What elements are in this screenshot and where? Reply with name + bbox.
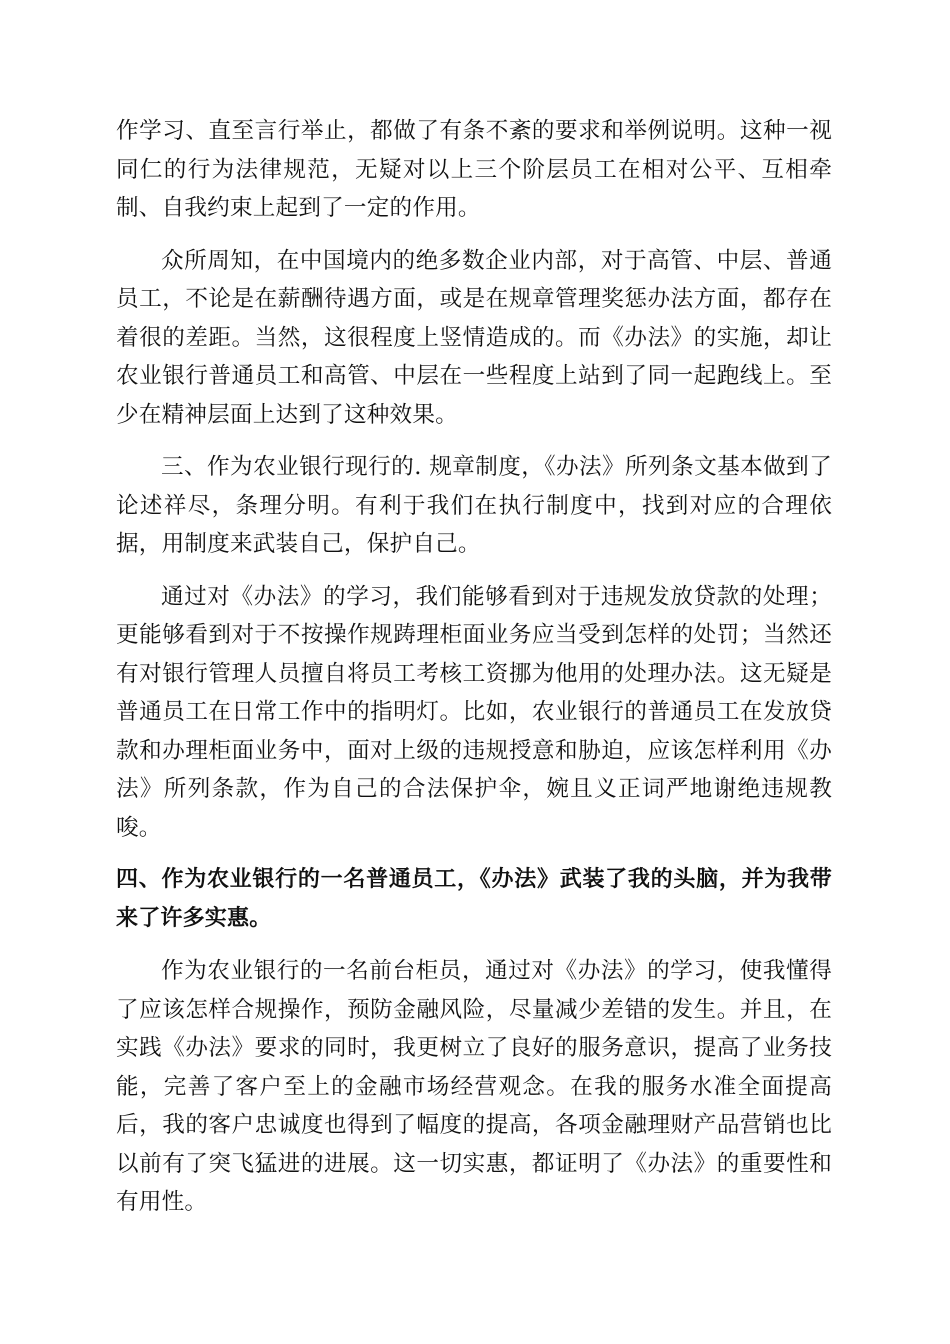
section-four-heading: 四、作为农业银行的一名普通员工，《办法》武装了我的头脑，并为我带来了许多实惠。 (116, 867, 832, 931)
paragraph-study-benefits: 通过对《办法》的学习，我们能够看到对于违规发放贷款的处理；更能够看到对于不按操作规踌理柜面业务应当受到怎样的处罚；当然还有对银行管理人员擅自将员工考核工资挪为他用的处理办法。这无疑是普通员工在日常工作中的指明灯。比如，农业银行的普通员工在发放贷款和办理柜面业务中，面对上级的违规授意和胁迫，应该怎样利用《办法》所列条款，作为自己的合法保护伞，婉且义正词严地谢绝违规教唆。 (116, 583, 832, 841)
paragraph-salary-gap: 众所周知，在中国境内的绝多数企业内部，对于高管、中层、普通员工，不论是在薪酬待遇方面，或是在规章管理奖惩办法方面，都存在着很的差距。当然，这很程度上竖情造成的。而《办法》的实施，却让农业银行普通员工和高管、中层在一些程度上站到了同一起跑线上。至少在精神层面上达到了这种效果。 (116, 247, 832, 428)
paragraph-section-three: 三、作为农业银行现行的. 规章制度，《办法》所列条文基本做到了论述祥尽，条理分明。有利于我们在执行制度中，找到对应的合理依据，用制度来武装自己，保护自己。 (116, 454, 832, 557)
paragraph-intro-continuation: 作学习、直至言行举止，都做了有条不紊的要求和举例说明。这种一视同仁的行为法律规范，无疑对以上三个阶层员工在相对公平、互相牵制、自我约束上起到了一定的作用。 (116, 118, 832, 221)
paragraph-teller-experience: 作为农业银行的一名前台柜员，通过对《办法》的学习，使我懂得了应该怎样合规操作，预防金融风险，尽量减少差错的发生。并且，在实践《办法》要求的同时，我更树立了良好的服务意识，提高了业务技能，完善了客户至上的金融市场经营观念。在我的服务水准全面提高后，我的客户忠诚度也得到了幅度的提高，各项金融理财产品营销也比以前有了突飞猛进的进展。这一切实惠，都证明了《办法》的重要性和有用性。 (116, 958, 832, 1215)
document-body (116, 112, 832, 1236)
